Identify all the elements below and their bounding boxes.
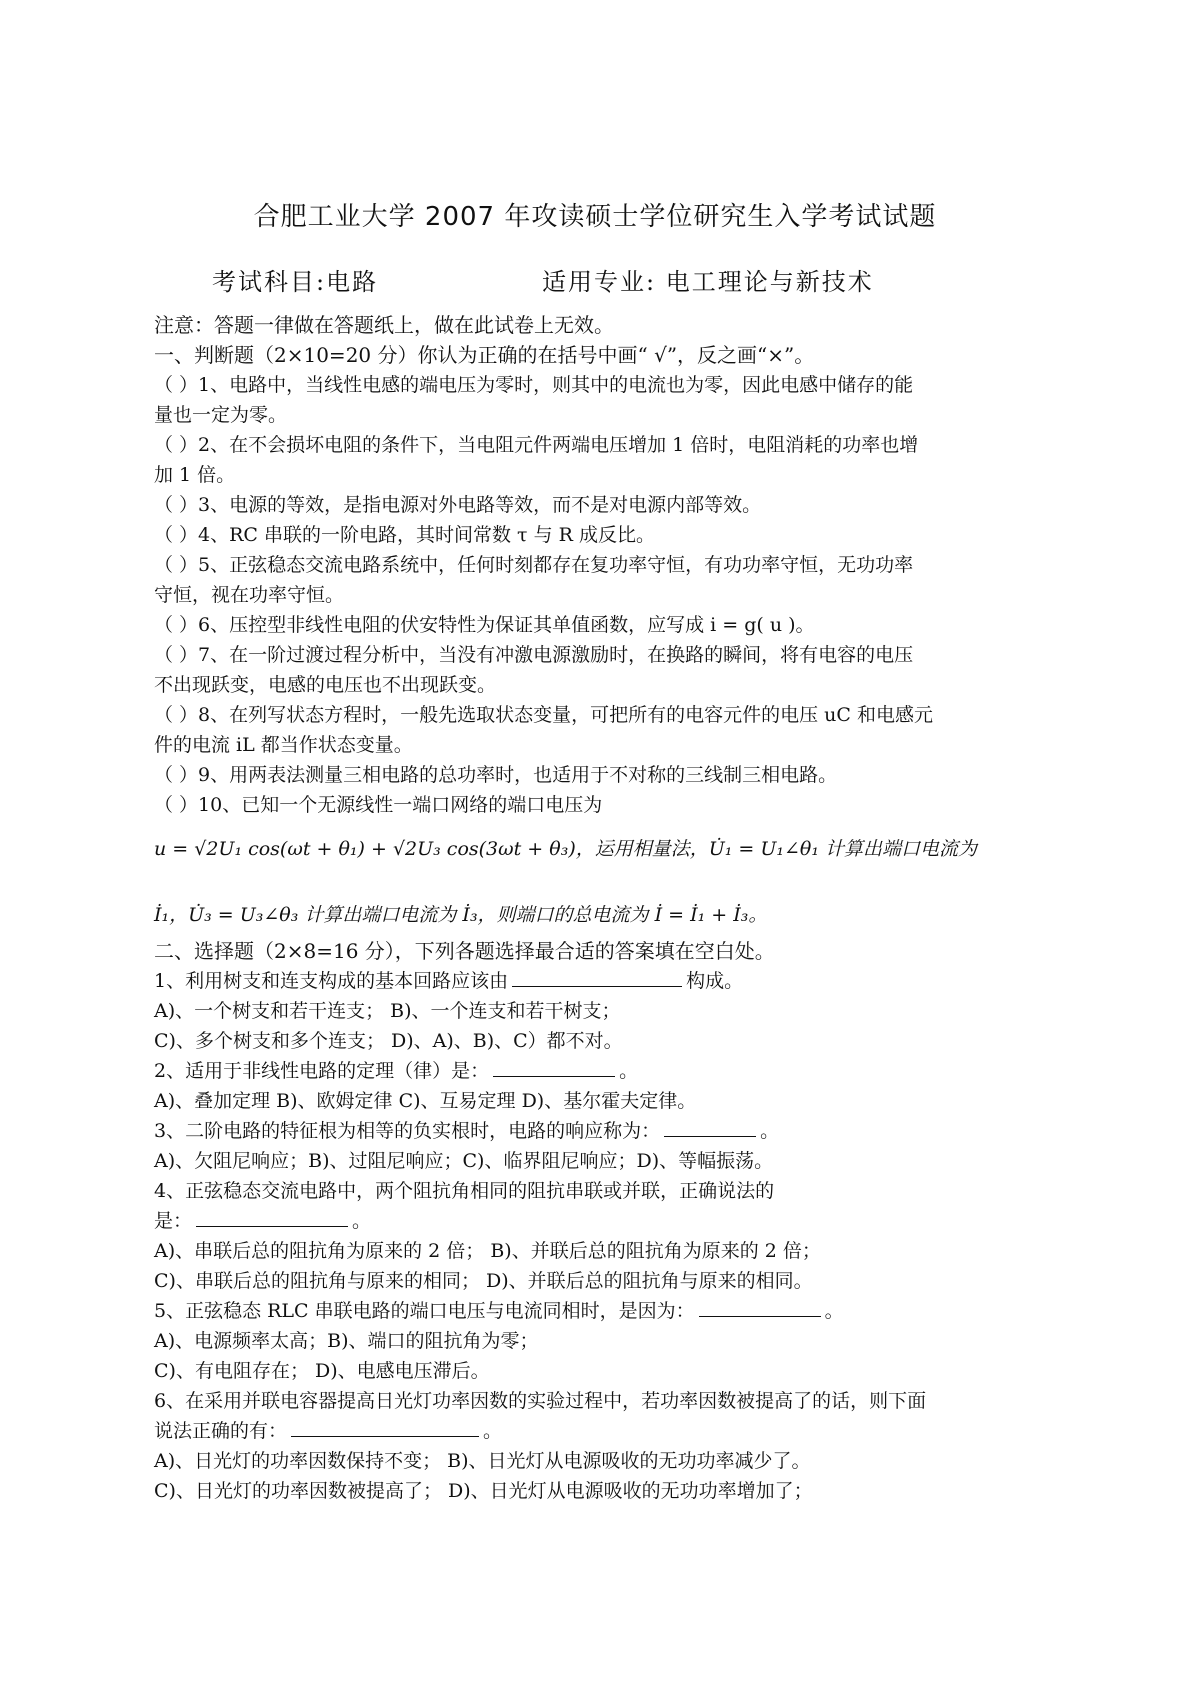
- answer-blank[interactable]: [512, 966, 682, 987]
- q4-option-a: A)、串联后总的阻抗角为原来的 2 倍； B)、并联后总的阻抗角为原来的 2 倍；: [154, 1240, 821, 1262]
- q5-stem: [154, 1296, 1024, 1326]
- q5-stem-end: 。: [824, 1300, 844, 1322]
- q5-option-a: A)、电源频率太高；B)、端口的阻抗角为零；: [154, 1330, 539, 1352]
- section2-heading: 二、选择题（2×8=16 分），下列各题选择最合适的答案填在空白处。: [154, 939, 775, 963]
- q4-option-b: C)、串联后总的阻抗角与原来的相同； D)、并联后总的阻抗角与原来的相同。: [154, 1270, 813, 1292]
- q6-stem: 6、在采用并联电容器提高日光灯功率因数的实验过程中，若功率因数被提高了的话，则下面: [154, 1390, 927, 1412]
- q3-stem: [154, 1116, 1024, 1146]
- answer-blank[interactable]: [493, 1056, 615, 1077]
- q3-stem-text: 3、二阶电路的特征根为相等的负实根时，电路的响应称为：: [154, 1120, 661, 1142]
- q2-stem-text: 2、适用于非线性电路的定理（律）是：: [154, 1060, 490, 1082]
- answer-blank[interactable]: [291, 1416, 479, 1437]
- q6-option-a: A)、日光灯的功率因数保持不变； B)、日光灯从电源吸收的无功功率减少了。: [154, 1450, 811, 1472]
- tf-line: 不出现跃变，电感的电压也不出现跃变。: [154, 674, 497, 696]
- answer-blank[interactable]: [196, 1206, 348, 1227]
- q3-options: A)、欠阻尼响应；B)、过阻尼响应；C)、临界阻尼响应；D)、等幅振荡。: [154, 1150, 774, 1172]
- formula-voltage: u = √2U₁ cos(ωt + θ₁) + √2U₃ cos(3ωt + θ₃)，运用相量法，U̇₁ = U₁∠θ₁ 计算出端口电流为: [154, 838, 978, 860]
- tf-line: （ ）2、在不会损坏电阻的条件下，当电阻元件两端电压增加 1 倍时，电阻消耗的功率也增: [154, 434, 919, 456]
- tf-line: 守恒，视在功率守恒。: [154, 584, 345, 606]
- tf-line: （ ）9、用两表法测量三相电路的总功率时，也适用于不对称的三线制三相电路。: [154, 764, 838, 786]
- q2-stem: [154, 1056, 1024, 1086]
- q1-stem-end: 构成。: [686, 970, 744, 992]
- exam-title: 合肥工业大学 2007 年攻读硕士学位研究生入学考试试题: [253, 202, 937, 232]
- tf-line: （ ）5、正弦稳态交流电路系统中，任何时刻都存在复功率守恒，有功功率守恒，无功功率: [154, 554, 914, 576]
- q2-stem-end: 。: [619, 1060, 639, 1082]
- tf-line: （ ）8、在列写状态方程时，一般先选取状态变量，可把所有的电容元件的电压 uC 和电感元: [154, 704, 933, 726]
- q4-stem2-text: 是：: [154, 1210, 193, 1232]
- section1-heading: 一、判断题（2×10=20 分）你认为正确的在括号中画“ √”，反之画“×”。: [154, 343, 815, 367]
- answer-blank[interactable]: [699, 1296, 821, 1317]
- exam-major: 适用专业: 电工理论与新技术: [542, 268, 874, 296]
- q6-stem2-text: 说法正确的有：: [154, 1420, 288, 1442]
- tf-line: （ ）6、压控型非线性电阻的伏安特性为保证其单值函数，应写成 i = g( u )。: [154, 614, 815, 636]
- q1-stem: [154, 966, 1024, 996]
- formula-current: İ₁，U̇₃ = U₃∠θ₃ 计算出端口电流为 İ₃，则端口的总电流为 İ = İ₁ + İ₃。: [154, 904, 768, 926]
- tf-line: 量也一定为零。: [154, 404, 288, 426]
- q6-stem-cont: [154, 1416, 1024, 1446]
- exam-subject: 考试科目:电路: [212, 268, 379, 296]
- answer-blank[interactable]: [664, 1116, 756, 1137]
- exam-body: [154, 310, 1024, 1506]
- q6-stem-end: 。: [483, 1420, 503, 1442]
- q4-stem: 4、正弦稳态交流电路中，两个阻抗角相同的阻抗串联或并联，正确说法的: [154, 1180, 775, 1202]
- q3-stem-end: 。: [760, 1120, 780, 1142]
- q2-options: A)、叠加定理 B)、欧姆定律 C)、互易定理 D)、基尔霍夫定律。: [154, 1090, 697, 1112]
- q1-stem-text: 1、利用树支和连支构成的基本回路应该由: [154, 970, 509, 992]
- tf-line: （ ）4、RC 串联的一阶电路，其时间常数 τ 与 R 成反比。: [154, 524, 655, 546]
- q4-stem-end: 。: [352, 1210, 372, 1232]
- tf-line: （ ）1、电路中，当线性电感的端电压为零时，则其中的电流也为零，因此电感中储存的能: [154, 374, 914, 396]
- q4-stem-cont: [154, 1206, 1024, 1236]
- tf-line: （ ）7、在一阶过渡过程分析中，当没有冲激电源激励时，在换路的瞬间，将有电容的电压: [154, 644, 914, 666]
- tf-line: 件的电流 iL 都当作状态变量。: [154, 734, 413, 756]
- q5-option-b: C)、有电阻存在； D)、电感电压滞后。: [154, 1360, 490, 1382]
- tf-line: 加 1 倍。: [154, 464, 236, 486]
- q6-option-b: C)、日光灯的功率因数被提高了； D)、日光灯从电源吸收的无功功率增加了；: [154, 1480, 813, 1502]
- q1-option-a: A)、一个树支和若干连支； B)、一个连支和若干树支；: [154, 1000, 621, 1022]
- exam-note: 注意：答题一律做在答题纸上，做在此试卷上无效。: [154, 313, 614, 337]
- q5-stem-text: 5、正弦稳态 RLC 串联电路的端口电压与电流同相时，是因为：: [154, 1300, 695, 1322]
- tf-line: （ ）10、已知一个无源线性一端口网络的端口电压为: [154, 794, 603, 816]
- q1-option-b: C)、多个树支和多个连支； D)、A)、B)、C）都不对。: [154, 1030, 623, 1052]
- tf-line: （ ）3、电源的等效，是指电源对外电路等效，而不是对电源内部等效。: [154, 494, 762, 516]
